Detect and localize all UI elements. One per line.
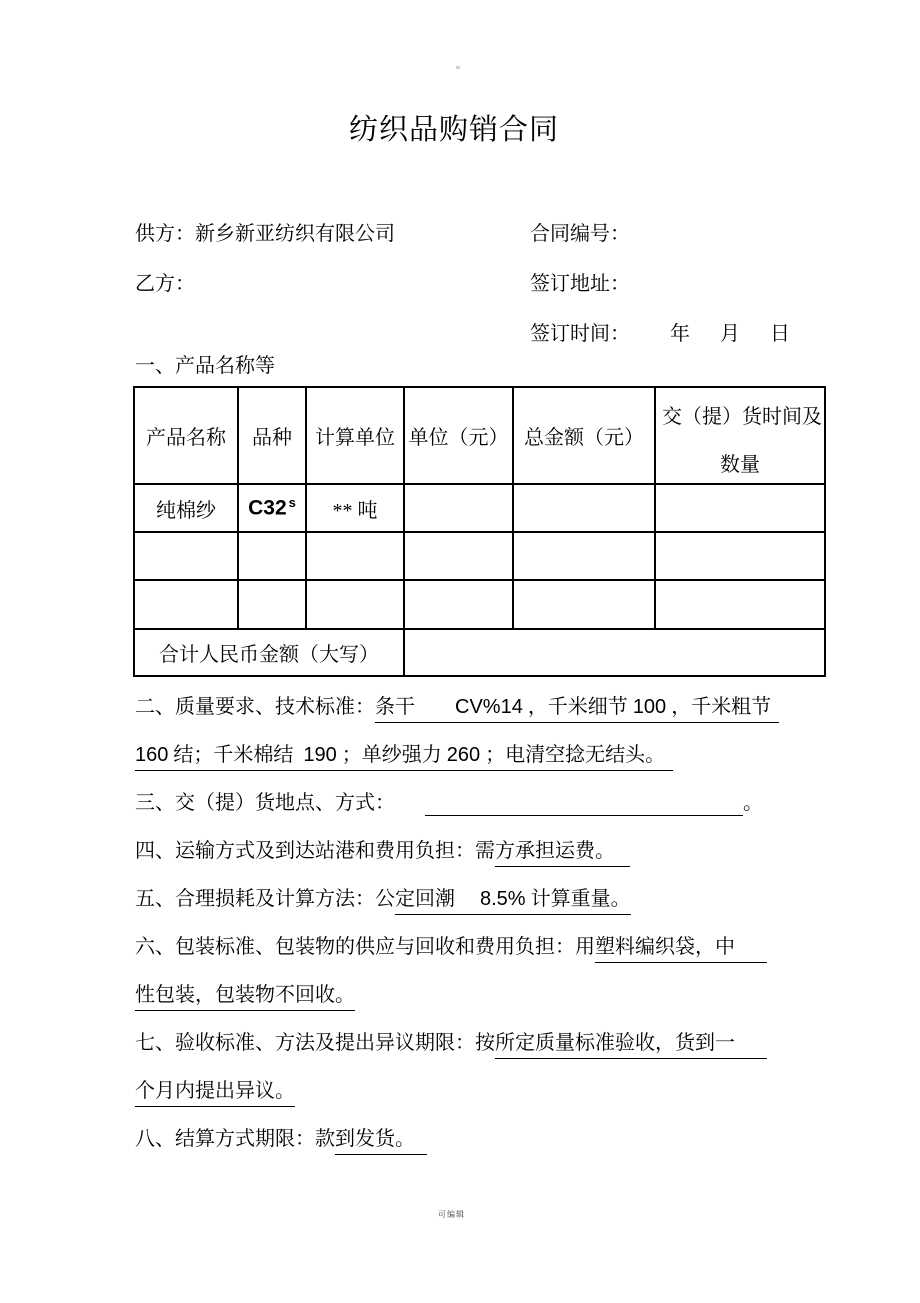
- section-2-line2: 160 结；千米棉结 190 ；单纱强力 260 ；电清空捻无结头。: [135, 731, 855, 779]
- variety-superscript: s: [288, 495, 296, 511]
- section-5-label: 五、合理损耗及计算方法：公: [135, 888, 395, 910]
- table-total-row: [134, 629, 825, 676]
- header-total-amount: 总金额（元）: [513, 387, 655, 484]
- section-6-line1: 六、包装标准、包装物的供应与回收和费用负担：用塑料编织袋，中: [135, 923, 855, 971]
- thin-places-value: 100: [633, 696, 666, 723]
- year-label: 年: [670, 323, 690, 345]
- section-6-line2: 性包装，包装物不回收。: [135, 971, 855, 1019]
- total-amount-words-label: 合计人民币金额（大写）: [134, 629, 404, 676]
- table-row-empty: [134, 532, 825, 580]
- section-4-label: 四、运输方式及到达站港和费用负担：需: [135, 840, 495, 862]
- section-7-label: 七、验收标准、方法及提出异议期限：按: [135, 1032, 495, 1054]
- header-variety: 品种: [238, 387, 306, 484]
- contract-terms: [135, 683, 855, 1163]
- month-label: 月: [720, 323, 740, 345]
- cell-calc-unit: ** 吨: [306, 484, 404, 532]
- supplier-value: 新乡新亚纺织有限公司: [195, 223, 395, 245]
- blank-underline: [425, 791, 743, 816]
- section-7-line1: 七、验收标准、方法及提出异议期限：按所定质量标准验收，货到一: [135, 1019, 855, 1067]
- section-5-line: 五、合理损耗及计算方法：公定回潮 8.5% 计算重量。: [135, 875, 855, 923]
- sign-time-line: [530, 320, 790, 348]
- section-4-line: 四、运输方式及到达站港和费用负担：需方承担运费。: [135, 827, 855, 875]
- day-label: 日: [770, 323, 790, 345]
- editable-watermark: 可编辑: [438, 1210, 465, 1219]
- neps-value: 190: [303, 744, 336, 771]
- cell-unit-price: [404, 484, 513, 532]
- thick-places-value: 160: [135, 744, 168, 771]
- section-8-label: 八、结算方式期限：款: [135, 1128, 335, 1150]
- party-b-label: 乙方：: [135, 273, 195, 295]
- header-calc-unit: 计算单位: [306, 387, 404, 484]
- section-8-line: 八、结算方式期限：款到发货。: [135, 1115, 855, 1163]
- cell-variety: [238, 484, 306, 532]
- table-row-empty: [134, 580, 825, 629]
- strength-value: 260: [447, 744, 480, 771]
- sign-time-label: 签订时间：: [530, 323, 630, 345]
- section-3-line: 三、交（提）货地点、方式： 。: [135, 792, 763, 814]
- header-delivery-line1: 交（提）货时间及: [662, 405, 822, 428]
- cell-delivery-time-qty: [655, 484, 825, 532]
- section-6-label: 六、包装标准、包装物的供应与回收和费用负担：用: [135, 936, 595, 958]
- table-header-row: [134, 387, 825, 484]
- cell-product-name: 纯棉纱: [134, 484, 238, 532]
- supplier-line: [135, 220, 395, 248]
- header-delivery-line2: 数量: [720, 453, 760, 476]
- header-delivery-time-qty: [655, 387, 825, 484]
- section-3-label: 三、交（提）货地点、方式：: [135, 792, 395, 814]
- section-2-label: 二、质量要求、技术标准：: [135, 696, 375, 718]
- cv-value: CV%14: [455, 696, 523, 723]
- product-table: [133, 386, 826, 677]
- header-unit-price: 单位（元）: [404, 387, 513, 484]
- contract-no-label: 合同编号：: [530, 223, 630, 245]
- document-title: 纺织品购销合同: [348, 114, 559, 146]
- table-row: [134, 484, 825, 532]
- total-amount-words-value: [404, 629, 825, 676]
- moisture-regain-value: 8.5%: [480, 888, 526, 915]
- supplier-label: 供方：: [135, 223, 195, 245]
- scan-artifact-dot: [456, 66, 460, 69]
- section-7-line2: 个月内提出异议。: [135, 1067, 855, 1115]
- section-2-line1: 二、质量要求、技术标准：条干 CV%14 ，千米细节 100 ，千米粗节: [135, 683, 855, 731]
- variety-code: C32: [248, 496, 287, 520]
- sign-address-label: 签订地址：: [530, 273, 630, 295]
- cell-total-amount: [513, 484, 655, 532]
- section-1-heading: 一、产品名称等: [135, 355, 275, 377]
- header-product-name: 产品名称: [134, 387, 238, 484]
